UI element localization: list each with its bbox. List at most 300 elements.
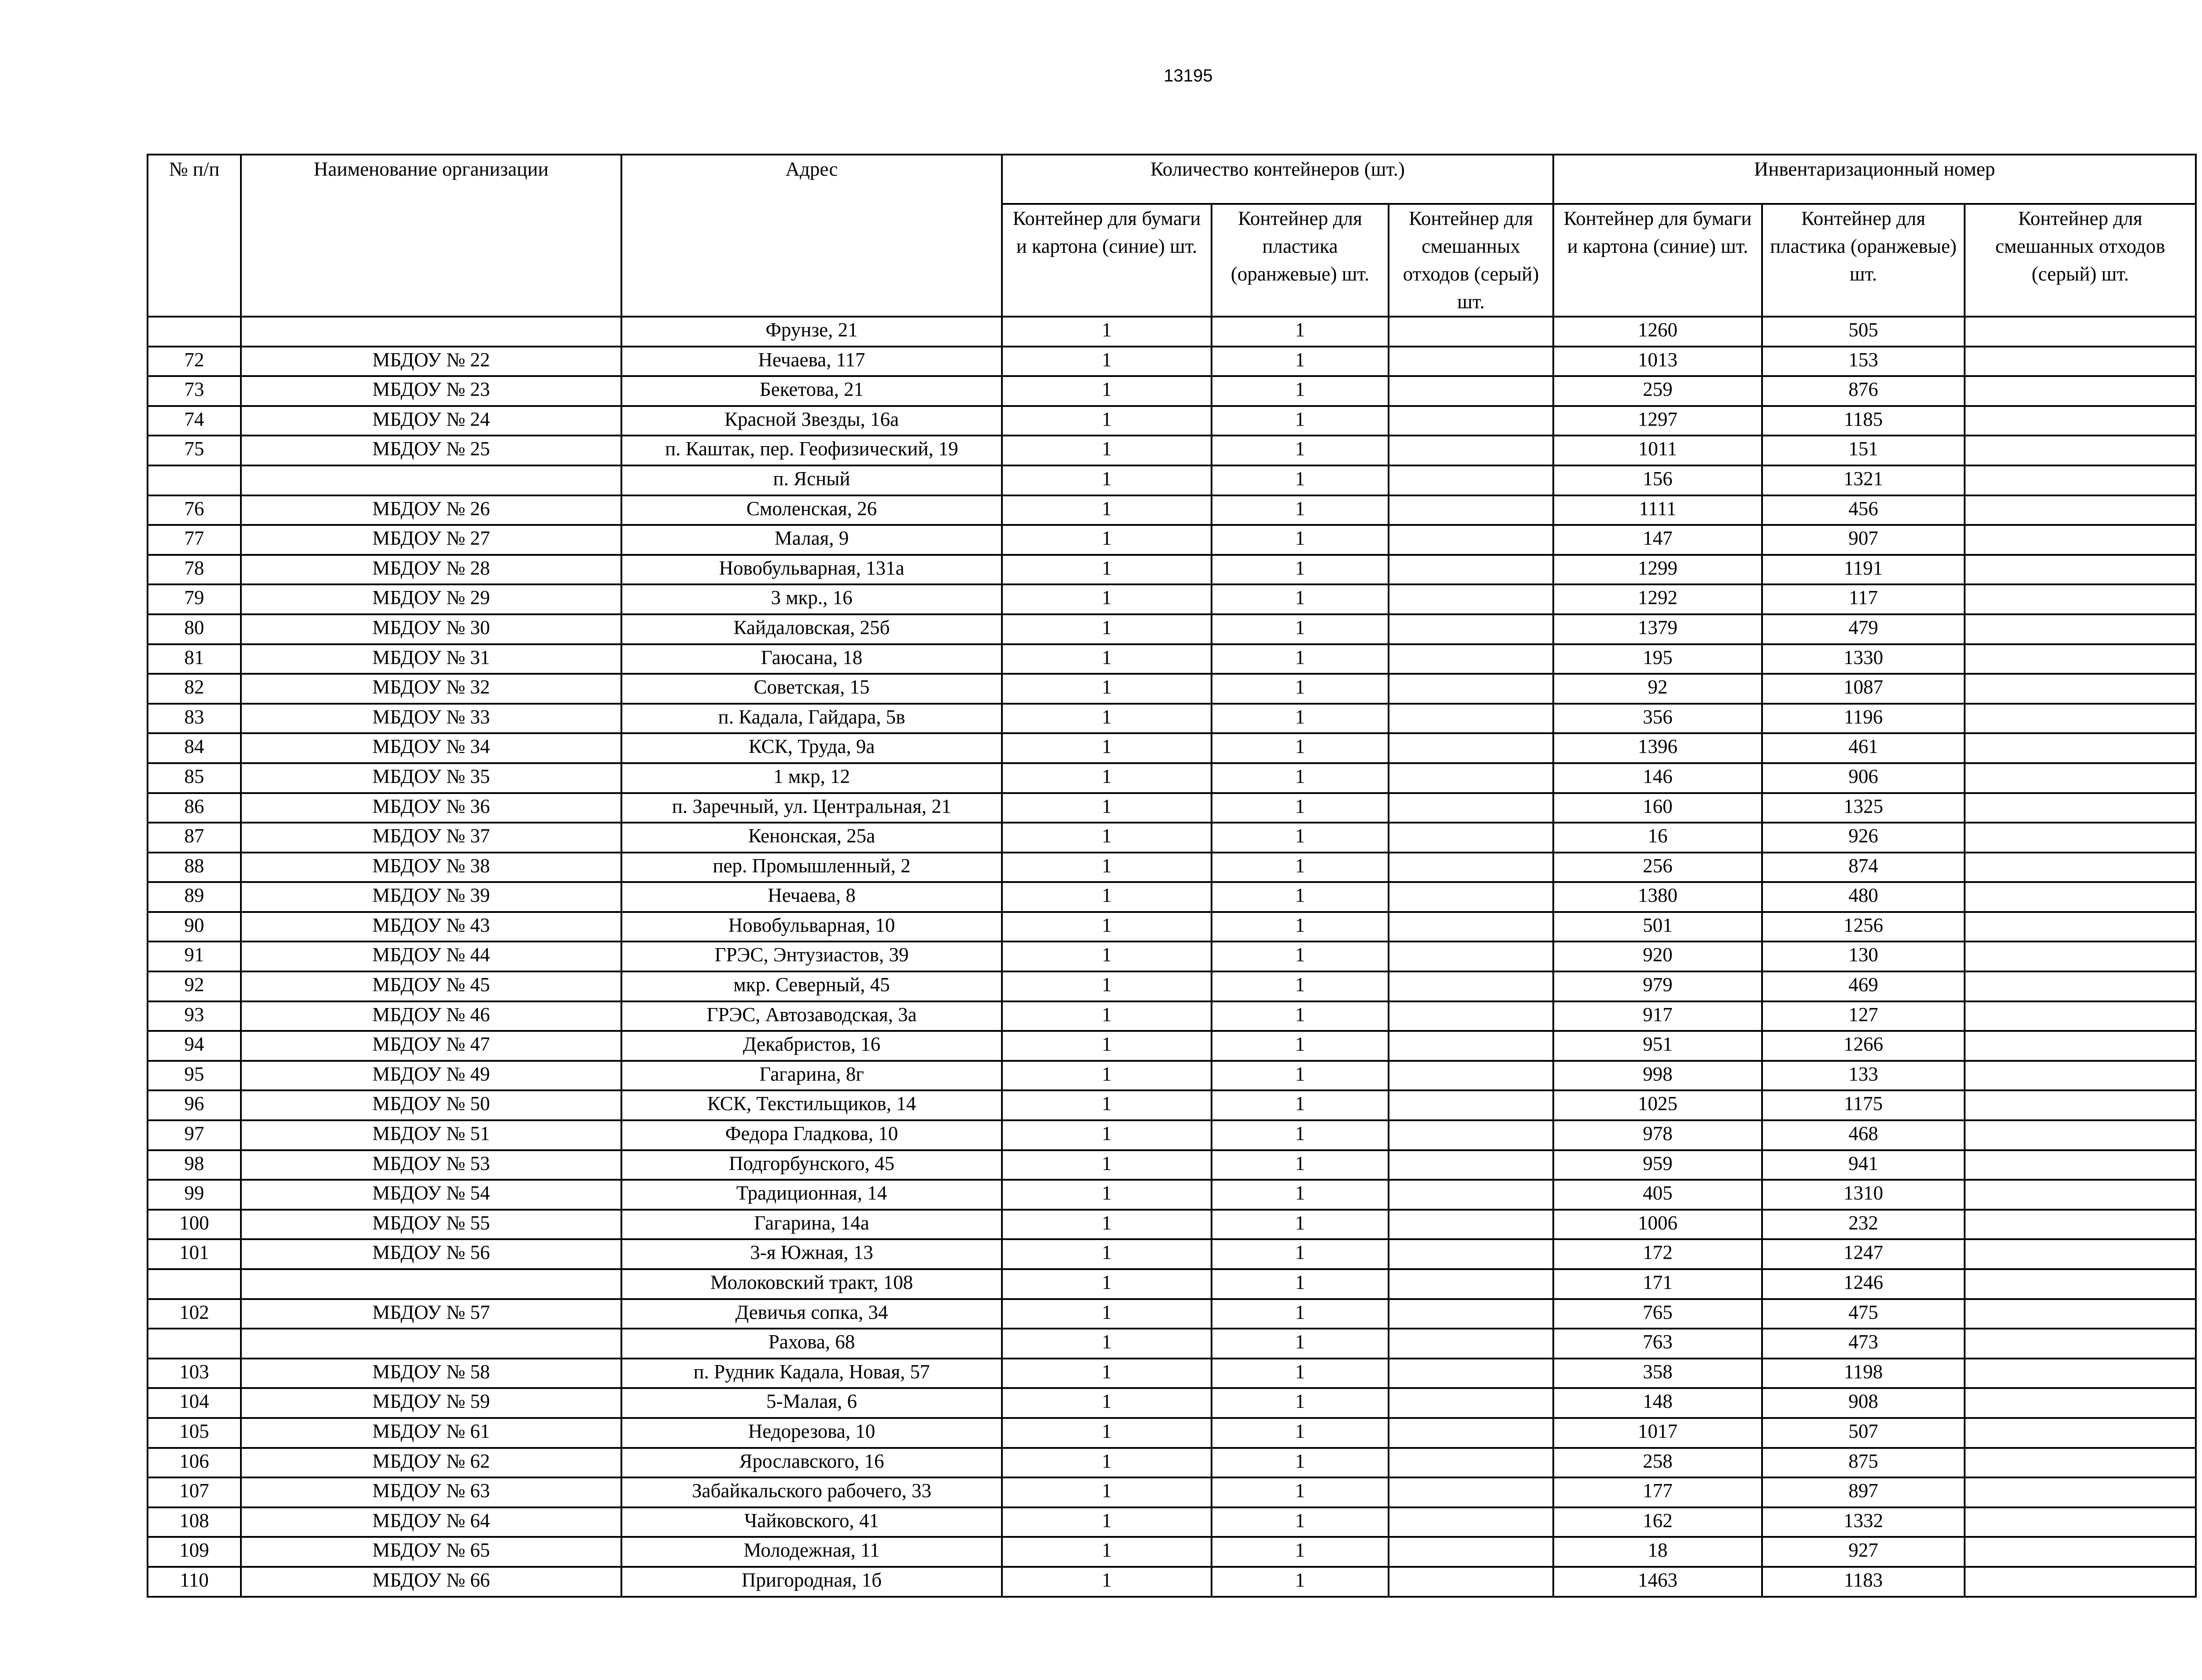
cell-inv-mixed: [1965, 882, 2196, 912]
cell-num: 104: [148, 1388, 241, 1418]
cell-inv-mixed: [1965, 1299, 2196, 1329]
cell-num: 105: [148, 1418, 241, 1448]
cell-qty-paper: 1: [1002, 971, 1212, 1001]
cell-num: [148, 1329, 241, 1359]
cell-qty-mixed: [1389, 376, 1553, 406]
cell-qty-mixed: [1389, 1239, 1553, 1269]
cell-inv-paper: 1260: [1553, 317, 1762, 347]
cell-org: МБДОУ № 30: [241, 614, 621, 644]
cell-qty-paper: 1: [1002, 436, 1212, 465]
cell-inv-mixed: [1965, 1537, 2196, 1567]
cell-inv-mixed: [1965, 942, 2196, 971]
cell-inv-mixed: [1965, 1448, 2196, 1478]
cell-qty-paper: 1: [1002, 465, 1212, 495]
table-row: [148, 733, 2196, 763]
cell-qty-mixed: [1389, 644, 1553, 674]
table-row: [148, 584, 2196, 614]
cell-qty-paper: 1: [1002, 674, 1212, 704]
cell-org: МБДОУ № 38: [241, 853, 621, 882]
table-row: [148, 763, 2196, 793]
cell-org: МБДОУ № 23: [241, 376, 621, 406]
cell-qty-paper: 1: [1002, 912, 1212, 942]
cell-inv-paper: 258: [1553, 1448, 1762, 1478]
header-inv-mixed: Контейнер для смешанных отходов (серый) шт.: [1965, 204, 2196, 317]
cell-inv-mixed: [1965, 347, 2196, 377]
cell-address: Новобульварная, 10: [621, 912, 1002, 942]
cell-qty-plastic: 1: [1212, 1061, 1389, 1091]
cell-inv-plastic: 1266: [1762, 1031, 1965, 1061]
cell-num: 90: [148, 912, 241, 942]
cell-num: 101: [148, 1239, 241, 1269]
table-row: [148, 1210, 2196, 1240]
cell-org: МБДОУ № 45: [241, 971, 621, 1001]
table-row: [148, 525, 2196, 555]
cell-inv-paper: 978: [1553, 1120, 1762, 1150]
cell-inv-plastic: 1198: [1762, 1359, 1965, 1388]
cell-qty-mixed: [1389, 1180, 1553, 1210]
cell-qty-plastic: 1: [1212, 1507, 1389, 1537]
cell-inv-mixed: [1965, 1269, 2196, 1299]
table-row: [148, 1537, 2196, 1567]
cell-org: МБДОУ № 55: [241, 1210, 621, 1240]
cell-qty-plastic: 1: [1212, 525, 1389, 555]
cell-inv-plastic: 1183: [1762, 1567, 1965, 1597]
table-row: [148, 1567, 2196, 1597]
cell-qty-mixed: [1389, 733, 1553, 763]
table-header: [148, 155, 2196, 317]
cell-qty-mixed: [1389, 674, 1553, 704]
cell-qty-paper: 1: [1002, 1180, 1212, 1210]
cell-inv-plastic: 1175: [1762, 1090, 1965, 1120]
cell-org: МБДОУ № 59: [241, 1388, 621, 1418]
cell-inv-paper: 979: [1553, 971, 1762, 1001]
cell-inv-plastic: 941: [1762, 1150, 1965, 1180]
cell-num: 79: [148, 584, 241, 614]
cell-inv-paper: 171: [1553, 1269, 1762, 1299]
cell-inv-plastic: 907: [1762, 525, 1965, 555]
table-row: [148, 1150, 2196, 1180]
cell-address: Чайковского, 41: [621, 1507, 1002, 1537]
cell-qty-paper: 1: [1002, 1359, 1212, 1388]
cell-address: Кайдаловская, 25б: [621, 614, 1002, 644]
cell-inv-paper: 156: [1553, 465, 1762, 495]
cell-qty-paper: 1: [1002, 1388, 1212, 1418]
cell-qty-mixed: [1389, 1388, 1553, 1418]
cell-inv-mixed: [1965, 1031, 2196, 1061]
cell-address: Федора Гладкова, 10: [621, 1120, 1002, 1150]
cell-qty-mixed: [1389, 793, 1553, 823]
cell-num: 103: [148, 1359, 241, 1388]
cell-qty-mixed: [1389, 1150, 1553, 1180]
cell-address: п. Рудник Кадала, Новая, 57: [621, 1359, 1002, 1388]
cell-inv-paper: 1025: [1553, 1090, 1762, 1120]
cell-qty-plastic: 1: [1212, 763, 1389, 793]
cell-inv-plastic: 1191: [1762, 555, 1965, 585]
cell-num: 108: [148, 1507, 241, 1537]
cell-num: [148, 317, 241, 347]
table-body: [148, 317, 2196, 1597]
cell-qty-mixed: [1389, 584, 1553, 614]
cell-qty-paper: 1: [1002, 1031, 1212, 1061]
cell-qty-paper: 1: [1002, 406, 1212, 436]
cell-address: 3-я Южная, 13: [621, 1239, 1002, 1269]
cell-qty-paper: 1: [1002, 882, 1212, 912]
cell-qty-plastic: 1: [1212, 465, 1389, 495]
cell-qty-paper: 1: [1002, 763, 1212, 793]
cell-org: МБДОУ № 66: [241, 1567, 621, 1597]
cell-qty-mixed: [1389, 614, 1553, 644]
header-quantity-group: Количество контейнеров (шт.): [1002, 155, 1553, 204]
cell-inv-paper: 92: [1553, 674, 1762, 704]
cell-inv-mixed: [1965, 733, 2196, 763]
cell-address: Недорезова, 10: [621, 1418, 1002, 1448]
cell-inv-plastic: 1196: [1762, 704, 1965, 734]
cell-org: МБДОУ № 35: [241, 763, 621, 793]
cell-org: МБДОУ № 65: [241, 1537, 621, 1567]
cell-address: Кенонская, 25а: [621, 823, 1002, 853]
cell-inv-plastic: 479: [1762, 614, 1965, 644]
table-row: [148, 674, 2196, 704]
cell-org: МБДОУ № 37: [241, 823, 621, 853]
cell-inv-mixed: [1965, 1507, 2196, 1537]
cell-inv-plastic: 130: [1762, 942, 1965, 971]
cell-inv-paper: 356: [1553, 704, 1762, 734]
cell-num: 91: [148, 942, 241, 971]
cell-inv-mixed: [1965, 853, 2196, 882]
container-inventory-table: [147, 154, 2197, 1598]
header-org: Наименование организации: [241, 155, 621, 317]
cell-num: 94: [148, 1031, 241, 1061]
cell-qty-paper: 1: [1002, 1418, 1212, 1448]
cell-qty-plastic: 1: [1212, 704, 1389, 734]
cell-num: 106: [148, 1448, 241, 1478]
cell-qty-plastic: 1: [1212, 1001, 1389, 1031]
table-row: [148, 1269, 2196, 1299]
cell-inv-paper: 959: [1553, 1150, 1762, 1180]
cell-num: 78: [148, 555, 241, 585]
cell-qty-mixed: [1389, 1090, 1553, 1120]
cell-address: Молодежная, 11: [621, 1537, 1002, 1567]
cell-qty-paper: 1: [1002, 1210, 1212, 1240]
cell-inv-plastic: 875: [1762, 1448, 1965, 1478]
cell-qty-paper: 1: [1002, 525, 1212, 555]
cell-inv-mixed: [1965, 376, 2196, 406]
cell-org: [241, 1329, 621, 1359]
cell-inv-paper: 1013: [1553, 347, 1762, 377]
cell-inv-mixed: [1965, 1001, 2196, 1031]
cell-inv-mixed: [1965, 1150, 2196, 1180]
cell-qty-mixed: [1389, 1537, 1553, 1567]
cell-qty-plastic: 1: [1212, 1269, 1389, 1299]
cell-num: 83: [148, 704, 241, 734]
cell-org: МБДОУ № 61: [241, 1418, 621, 1448]
cell-address: КСК, Текстильщиков, 14: [621, 1090, 1002, 1120]
cell-inv-paper: 1011: [1553, 436, 1762, 465]
cell-num: 87: [148, 823, 241, 853]
cell-address: ГРЭС, Энтузиастов, 39: [621, 942, 1002, 971]
cell-qty-plastic: 1: [1212, 1448, 1389, 1478]
cell-qty-plastic: 1: [1212, 1567, 1389, 1597]
cell-qty-paper: 1: [1002, 1299, 1212, 1329]
cell-qty-mixed: [1389, 912, 1553, 942]
cell-org: МБДОУ № 56: [241, 1239, 621, 1269]
cell-qty-mixed: [1389, 704, 1553, 734]
cell-qty-plastic: 1: [1212, 793, 1389, 823]
cell-qty-plastic: 1: [1212, 1031, 1389, 1061]
cell-address: 3 мкр., 16: [621, 584, 1002, 614]
cell-qty-plastic: 1: [1212, 644, 1389, 674]
cell-qty-plastic: 1: [1212, 674, 1389, 704]
cell-qty-plastic: 1: [1212, 1359, 1389, 1388]
table-row: [148, 971, 2196, 1001]
table-row: [148, 465, 2196, 495]
cell-qty-plastic: 1: [1212, 733, 1389, 763]
cell-qty-paper: 1: [1002, 347, 1212, 377]
cell-org: МБДОУ № 25: [241, 436, 621, 465]
table-row: [148, 317, 2196, 347]
cell-inv-paper: 147: [1553, 525, 1762, 555]
cell-address: Нечаева, 8: [621, 882, 1002, 912]
cell-qty-mixed: [1389, 1210, 1553, 1240]
cell-inv-mixed: [1965, 1477, 2196, 1507]
cell-inv-mixed: [1965, 1090, 2196, 1120]
cell-inv-paper: 195: [1553, 644, 1762, 674]
cell-inv-mixed: [1965, 1418, 2196, 1448]
cell-inv-mixed: [1965, 644, 2196, 674]
table-row: [148, 1001, 2196, 1031]
cell-qty-mixed: [1389, 1359, 1553, 1388]
cell-inv-plastic: 456: [1762, 495, 1965, 525]
cell-qty-plastic: 1: [1212, 1477, 1389, 1507]
cell-address: Новобульварная, 131а: [621, 555, 1002, 585]
cell-address: ГРЭС, Автозаводская, 3а: [621, 1001, 1002, 1031]
table-row: [148, 1329, 2196, 1359]
cell-inv-plastic: 1332: [1762, 1507, 1965, 1537]
cell-qty-mixed: [1389, 763, 1553, 793]
cell-inv-mixed: [1965, 793, 2196, 823]
cell-address: Забайкальского рабочего, 33: [621, 1477, 1002, 1507]
cell-qty-paper: 1: [1002, 853, 1212, 882]
cell-qty-paper: 1: [1002, 1120, 1212, 1150]
cell-inv-mixed: [1965, 465, 2196, 495]
cell-qty-mixed: [1389, 1269, 1553, 1299]
cell-inv-paper: 917: [1553, 1001, 1762, 1031]
cell-inv-plastic: 874: [1762, 853, 1965, 882]
cell-address: Фрунзе, 21: [621, 317, 1002, 347]
table-row: [148, 1061, 2196, 1091]
cell-org: МБДОУ № 57: [241, 1299, 621, 1329]
cell-qty-mixed: [1389, 1299, 1553, 1329]
cell-inv-plastic: 475: [1762, 1299, 1965, 1329]
cell-num: 75: [148, 436, 241, 465]
cell-num: 99: [148, 1180, 241, 1210]
cell-qty-paper: 1: [1002, 733, 1212, 763]
cell-org: [241, 465, 621, 495]
cell-inv-mixed: [1965, 495, 2196, 525]
cell-num: 76: [148, 495, 241, 525]
table-row: [148, 823, 2196, 853]
cell-num: 109: [148, 1537, 241, 1567]
cell-inv-paper: 177: [1553, 1477, 1762, 1507]
cell-org: МБДОУ № 27: [241, 525, 621, 555]
cell-inv-plastic: 469: [1762, 971, 1965, 1001]
cell-inv-mixed: [1965, 1329, 2196, 1359]
cell-qty-plastic: 1: [1212, 1418, 1389, 1448]
cell-qty-paper: 1: [1002, 1329, 1212, 1359]
cell-qty-paper: 1: [1002, 942, 1212, 971]
cell-address: Декабристов, 16: [621, 1031, 1002, 1061]
cell-qty-paper: 1: [1002, 1269, 1212, 1299]
cell-inv-paper: 920: [1553, 942, 1762, 971]
cell-inv-paper: 763: [1553, 1329, 1762, 1359]
cell-inv-plastic: 927: [1762, 1537, 1965, 1567]
cell-org: МБДОУ № 39: [241, 882, 621, 912]
cell-qty-plastic: 1: [1212, 1210, 1389, 1240]
cell-inv-plastic: 117: [1762, 584, 1965, 614]
table-row: [148, 912, 2196, 942]
cell-qty-paper: 1: [1002, 1061, 1212, 1091]
table-row: [148, 347, 2196, 377]
cell-qty-mixed: [1389, 971, 1553, 1001]
table-row: [148, 436, 2196, 465]
cell-inv-paper: 172: [1553, 1239, 1762, 1269]
cell-qty-plastic: 1: [1212, 376, 1389, 406]
cell-qty-paper: 1: [1002, 1090, 1212, 1120]
table-row: [148, 644, 2196, 674]
cell-qty-mixed: [1389, 1507, 1553, 1537]
cell-org: МБДОУ № 43: [241, 912, 621, 942]
cell-qty-paper: 1: [1002, 1567, 1212, 1597]
cell-qty-plastic: 1: [1212, 1299, 1389, 1329]
cell-address: Подгорбунского, 45: [621, 1150, 1002, 1180]
cell-inv-mixed: [1965, 1239, 2196, 1269]
table-row: [148, 1507, 2196, 1537]
table-row: [148, 555, 2196, 585]
cell-qty-plastic: 1: [1212, 555, 1389, 585]
table-row: [148, 1477, 2196, 1507]
cell-qty-paper: 1: [1002, 584, 1212, 614]
cell-inv-plastic: 1310: [1762, 1180, 1965, 1210]
table-row: [148, 793, 2196, 823]
cell-inv-paper: 405: [1553, 1180, 1762, 1210]
cell-inv-plastic: 153: [1762, 347, 1965, 377]
cell-org: МБДОУ № 58: [241, 1359, 621, 1388]
cell-inv-paper: 1017: [1553, 1418, 1762, 1448]
cell-qty-paper: 1: [1002, 1477, 1212, 1507]
cell-inv-mixed: [1965, 584, 2196, 614]
cell-qty-mixed: [1389, 1120, 1553, 1150]
cell-qty-paper: 1: [1002, 1448, 1212, 1478]
cell-qty-plastic: 1: [1212, 436, 1389, 465]
cell-inv-paper: 148: [1553, 1388, 1762, 1418]
cell-org: МБДОУ № 54: [241, 1180, 621, 1210]
cell-qty-plastic: 1: [1212, 1180, 1389, 1210]
header-qty-paper: Контейнер для бумаги и картона (синие) шт.: [1002, 204, 1212, 317]
cell-num: 98: [148, 1150, 241, 1180]
cell-num: 107: [148, 1477, 241, 1507]
cell-qty-mixed: [1389, 1001, 1553, 1031]
table-row: [148, 1299, 2196, 1329]
cell-org: МБДОУ № 51: [241, 1120, 621, 1150]
cell-inv-paper: 1299: [1553, 555, 1762, 585]
table-row: [148, 1239, 2196, 1269]
cell-qty-plastic: 1: [1212, 1090, 1389, 1120]
cell-inv-mixed: [1965, 1210, 2196, 1240]
header-address: Адрес: [621, 155, 1002, 317]
cell-qty-mixed: [1389, 853, 1553, 882]
cell-org: МБДОУ № 62: [241, 1448, 621, 1478]
cell-qty-paper: 1: [1002, 317, 1212, 347]
cell-inv-plastic: 1087: [1762, 674, 1965, 704]
cell-inv-plastic: 461: [1762, 733, 1965, 763]
cell-qty-plastic: 1: [1212, 614, 1389, 644]
cell-inv-paper: 998: [1553, 1061, 1762, 1091]
header-inv-plastic: Контейнер для пластика (оранжевые) шт.: [1762, 204, 1965, 317]
cell-inv-paper: 18: [1553, 1537, 1762, 1567]
cell-qty-mixed: [1389, 882, 1553, 912]
cell-address: Молоковский тракт, 108: [621, 1269, 1002, 1299]
cell-qty-plastic: 1: [1212, 823, 1389, 853]
cell-inv-paper: 162: [1553, 1507, 1762, 1537]
cell-inv-plastic: 480: [1762, 882, 1965, 912]
cell-address: п. Каштак, пер. Геофизический, 19: [621, 436, 1002, 465]
cell-org: МБДОУ № 46: [241, 1001, 621, 1031]
cell-inv-plastic: 1321: [1762, 465, 1965, 495]
cell-num: 97: [148, 1120, 241, 1150]
cell-qty-paper: 1: [1002, 376, 1212, 406]
cell-qty-mixed: [1389, 1477, 1553, 1507]
cell-inv-mixed: [1965, 614, 2196, 644]
cell-qty-mixed: [1389, 495, 1553, 525]
cell-qty-plastic: 1: [1212, 317, 1389, 347]
cell-num: 102: [148, 1299, 241, 1329]
cell-address: Гагарина, 14а: [621, 1210, 1002, 1240]
cell-inv-plastic: 1247: [1762, 1239, 1965, 1269]
cell-qty-mixed: [1389, 1061, 1553, 1091]
cell-num: 82: [148, 674, 241, 704]
cell-inv-mixed: [1965, 406, 2196, 436]
cell-inv-paper: 1380: [1553, 882, 1762, 912]
cell-num: 93: [148, 1001, 241, 1031]
cell-inv-plastic: 876: [1762, 376, 1965, 406]
header-qty-plastic: Контейнер для пластика (оранжевые) шт.: [1212, 204, 1389, 317]
cell-num: 110: [148, 1567, 241, 1597]
cell-qty-plastic: 1: [1212, 853, 1389, 882]
cell-qty-paper: 1: [1002, 495, 1212, 525]
cell-qty-paper: 1: [1002, 644, 1212, 674]
cell-org: МБДОУ № 26: [241, 495, 621, 525]
cell-inv-paper: 146: [1553, 763, 1762, 793]
cell-inv-paper: 1006: [1553, 1210, 1762, 1240]
cell-qty-mixed: [1389, 525, 1553, 555]
cell-qty-plastic: 1: [1212, 882, 1389, 912]
cell-inv-mixed: [1965, 1567, 2196, 1597]
cell-inv-paper: 160: [1553, 793, 1762, 823]
cell-qty-plastic: 1: [1212, 584, 1389, 614]
cell-qty-plastic: 1: [1212, 495, 1389, 525]
cell-qty-mixed: [1389, 317, 1553, 347]
table-row: [148, 1388, 2196, 1418]
cell-qty-paper: 1: [1002, 555, 1212, 585]
cell-inv-plastic: 1325: [1762, 793, 1965, 823]
cell-inv-mixed: [1965, 971, 2196, 1001]
cell-qty-paper: 1: [1002, 1239, 1212, 1269]
cell-inv-paper: 1396: [1553, 733, 1762, 763]
cell-inv-plastic: 473: [1762, 1329, 1965, 1359]
cell-inv-plastic: 1246: [1762, 1269, 1965, 1299]
cell-org: МБДОУ № 53: [241, 1150, 621, 1180]
cell-num: 96: [148, 1090, 241, 1120]
